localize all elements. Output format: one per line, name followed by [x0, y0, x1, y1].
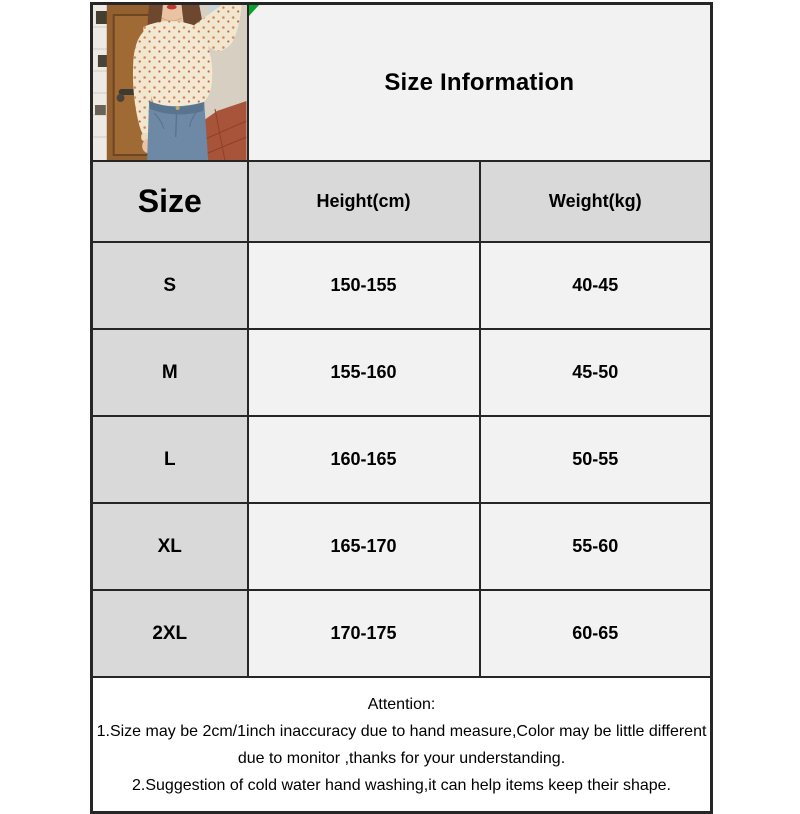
weight-value-s: 40-45 — [480, 242, 712, 329]
attention-row — [92, 677, 712, 813]
green-corner-triangle-icon — [249, 5, 259, 16]
title-cell — [248, 4, 712, 162]
column-header-height: Height(cm) — [248, 161, 480, 242]
height-value-l: 160-165 — [248, 416, 480, 503]
attention-item-2: 2.Suggestion of cold water hand washing,it can help items keep their shape. — [132, 776, 671, 794]
table-row-m — [92, 329, 712, 416]
height-value-s: 150-155 — [248, 242, 480, 329]
attention-note — [92, 677, 712, 813]
weight-value-2xl: 60-65 — [480, 590, 712, 677]
header-row — [92, 161, 712, 242]
attention-item-1: 1.Size may be 2cm/1inch inaccuracy due to hand measure,Color may be little different due to monitor ,thanks for your understanding. — [96, 722, 707, 767]
size-label-2xl: 2XL — [92, 590, 248, 677]
weight-value-l: 50-55 — [480, 416, 712, 503]
size-label-xl: XL — [92, 503, 248, 590]
attention-heading: Attention: — [367, 695, 436, 713]
image-title-row — [92, 4, 712, 162]
page-title: Size Information — [384, 68, 575, 96]
size-label-s: S — [92, 242, 248, 329]
size-label-m: M — [92, 329, 248, 416]
size-label-l: L — [92, 416, 248, 503]
column-header-size: Size — [92, 161, 248, 242]
table-row-s — [92, 242, 712, 329]
product-photo — [93, 5, 247, 160]
height-value-xl: 165-170 — [248, 503, 480, 590]
weight-value-m: 45-50 — [480, 329, 712, 416]
column-header-weight: Weight(kg) — [480, 161, 712, 242]
height-value-m: 155-160 — [248, 329, 480, 416]
weight-value-xl: 55-60 — [480, 503, 712, 590]
height-value-2xl: 170-175 — [248, 590, 480, 677]
table-row-2xl — [92, 590, 712, 677]
product-photo-cell — [92, 4, 248, 162]
table-row-l — [92, 416, 712, 503]
size-chart-table — [90, 2, 713, 814]
table-row-xl — [92, 503, 712, 590]
